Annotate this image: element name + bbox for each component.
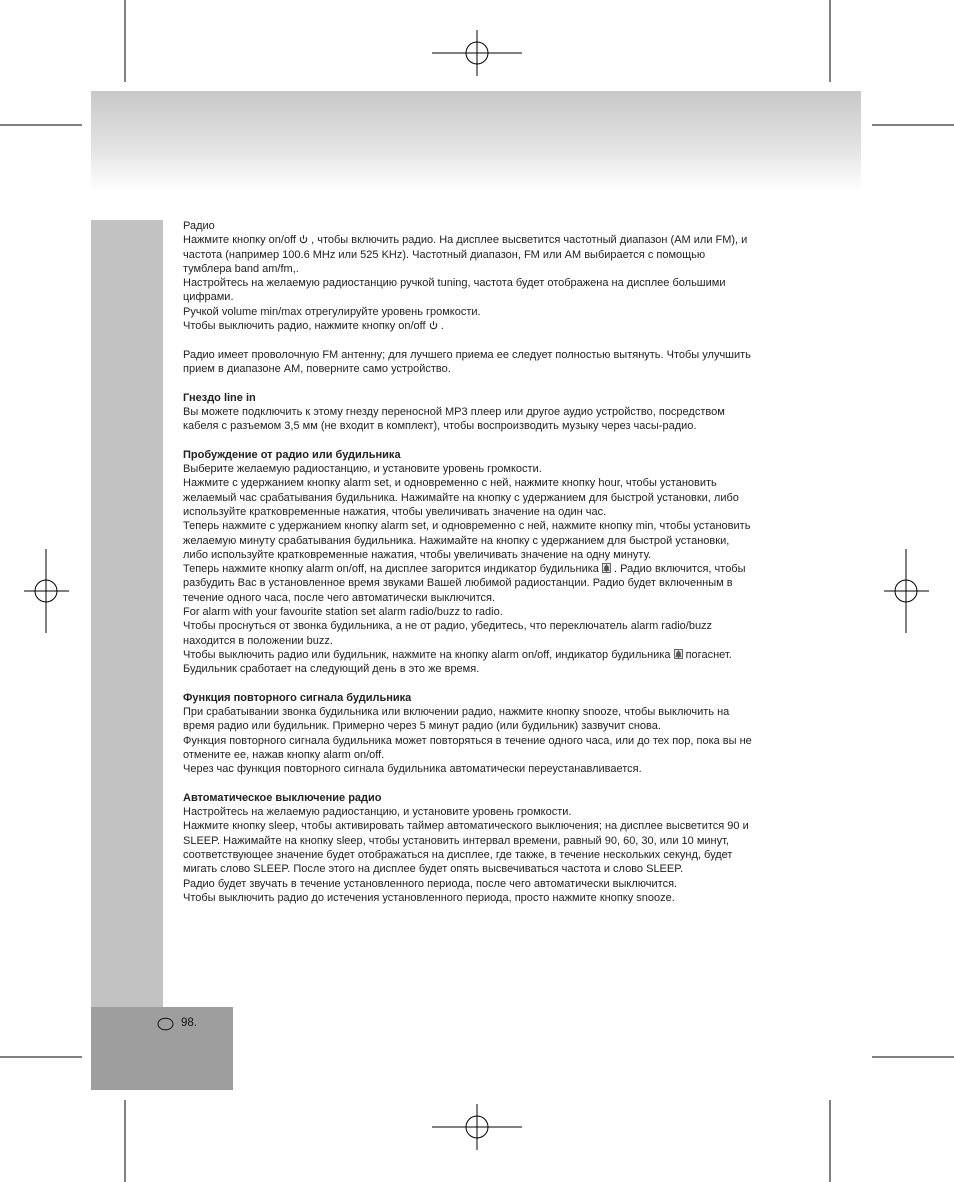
registration-mark-bottom: [432, 1104, 522, 1150]
power-icon: [299, 234, 308, 244]
text-line: разбудить Вас в установленное время звуками Вашей любимой радиостанции. Радио будет включенным в: [183, 577, 733, 590]
text-line: Настройтесь на желаемую радиостанцию, и установите уровень громкости.: [183, 806, 572, 819]
text-line: цифрами.: [183, 291, 234, 304]
text-line: Функция повторного сигнала будильника может повторяться в течение одного часа, или до тех пор, пока вы не: [183, 734, 752, 747]
text-line: течение одного часа, после чего автоматически выключится.: [183, 591, 496, 604]
text-line: Теперь нажмите с удержанием кнопку alarm set, и одновременно с ней, нажмите кнопку min, чтобы установить: [183, 520, 751, 533]
text-line: тумблера band am/fm,.: [183, 262, 299, 275]
text-line: Ручкой volume min/max отрегулируйте уровень громкости.: [183, 305, 481, 318]
text-line: прием в диапазоне AM, поверните само устройство.: [183, 362, 451, 375]
text-segment: Теперь нажмите кнопку alarm on/off, на дисплее загорится индикатор будильника: [183, 563, 602, 576]
sidebar-strip: [91, 220, 163, 1007]
registration-mark-left: [24, 549, 69, 633]
manual-text-column: [183, 219, 823, 905]
header-band: [91, 91, 861, 192]
text-line: Будильник сработает на следующий день в это же время.: [183, 663, 480, 676]
text-line: кабеля с разъемом 3,5 мм (не входит в комплект), чтобы воспроизводить музыку через часы-радио.: [183, 420, 697, 433]
registration-mark-right: [884, 549, 929, 633]
text-line: Нажмите кнопку sleep, чтобы активировать таймер автоматического выключения; на дисплее высветится 90 и: [183, 820, 749, 833]
section-snooze: [183, 691, 823, 777]
text-line: время радио или будильник. Примерно через 5 минут радио (или будильник) зазвучит снова.: [183, 720, 661, 733]
text-line: [183, 233, 823, 247]
text-line: желаемую минуту срабатывания будильника. Нажимайте на кнопку с удержанием для быстрой установки,: [183, 534, 730, 547]
section-radio: [183, 219, 823, 376]
paragraph: [183, 233, 823, 333]
alarm-indicator-icon: [674, 649, 683, 659]
text-line: Настройтесь на желаемую радиостанцию ручкой tuning, частота будет отображена на дисплее большими: [183, 277, 726, 290]
paragraph: [183, 405, 823, 434]
section-heading: Автоматическое выключение радио: [183, 791, 382, 804]
section-heading: Функция повторного сигнала будильника: [183, 691, 412, 704]
text-line: [183, 562, 823, 576]
text-segment: , чтобы включить радио. На дисплее высветится частотный диапазон (AM или FM), и: [308, 234, 748, 247]
text-segment: погаснет.: [682, 648, 732, 661]
page-marker-icon: [157, 1017, 174, 1031]
section-line-in: [183, 391, 823, 434]
paragraph: [183, 348, 823, 377]
text-line: Радио имеет проволочную FM антенну; для лучшего приема ее следует полностью вытянуть. Чтобы улучшить: [183, 348, 751, 361]
text-line: SLEEP. Нажимайте на кнопку sleep, чтобы установить интервал времени, равный 90, 60, 30, или 10 минут,: [183, 834, 729, 847]
text-line: Чтобы проснуться от звонка будильника, а не от радио, убедитесь, что переключатель alarm radio/buzz: [183, 620, 713, 633]
registration-mark-top: [432, 30, 522, 76]
text-line: [183, 648, 823, 662]
text-segment: . Радио включится, чтобы: [610, 563, 746, 576]
text-segment: .: [437, 320, 444, 333]
text-line: Через час функция повторного сигнала будильника автоматически переустанавливается.: [183, 763, 642, 776]
text-line: желаемый час срабатывания будильника. Нажимайте на кнопку с удержанием для быстрой установки, либо: [183, 491, 739, 504]
text-line: For alarm with your favourite station set alarm radio/buzz to radio.: [183, 606, 503, 619]
power-icon: [429, 320, 438, 330]
alarm-indicator-icon: [602, 563, 611, 573]
text-line: При срабатывании звонка будильника или включении радио, нажмите кнопку snooze, чтобы выключить на: [183, 706, 730, 719]
section-alarm-wakeup: [183, 448, 823, 677]
text-line: частота (например 100.6 MHz или 525 KHz). Частотный диапазон, FM или AM выбирается с помощью: [183, 248, 706, 261]
section-heading: Пробуждение от радио или будильника: [183, 448, 401, 461]
section-heading: Гнездо line in: [183, 391, 256, 404]
text-line: Выберите желаемую радиостанцию, и установите уровень громкости.: [183, 463, 542, 476]
text-line: Чтобы выключить радио до истечения установленного периода, просто нажмите кнопку snooze.: [183, 891, 675, 904]
text-line: отмените ее, нажав кнопку alarm on/off.: [183, 748, 385, 761]
section-heading: Радио: [183, 220, 215, 232]
paragraph: [183, 705, 823, 776]
text-segment: Чтобы выключить радио, нажмите кнопку on/off: [183, 320, 429, 333]
text-line: Нажмите с удержанием кнопку alarm set, и одновременно с ней, нажмите кнопку hour, чтобы установить: [183, 477, 717, 490]
text-line: используйте кратковременные нажатия, чтобы увеличивать значение на один час.: [183, 505, 607, 518]
text-line: находится в положении buzz.: [183, 634, 333, 647]
text-line: соответствующее значение будет отображаться на дисплее, где также, в течение нескольких секунд, будет: [183, 849, 733, 862]
paragraph: [183, 805, 823, 905]
section-sleep-timer: [183, 791, 823, 905]
text-segment: Нажмите кнопку on/off: [183, 234, 300, 247]
paragraph: [183, 462, 823, 676]
page-number: 98.: [181, 1017, 197, 1029]
text-line: [183, 319, 823, 333]
text-line: Радио будет звучать в течение установленного периода, после чего автоматически выключится.: [183, 877, 678, 890]
text-line: либо используйте кратковременные нажатия, чтобы увеличивать значение на одну минуту.: [183, 548, 652, 561]
text-segment: Чтобы выключить радио или будильник, нажмите на кнопку alarm on/off, индикатор будильника: [183, 648, 674, 661]
text-line: Вы можете подключить к этому гнезду переносной MP3 плеер или другое аудио устройство, посредством: [183, 405, 725, 418]
text-line: мигать слово SLEEP. После этого на дисплее будет опять высвечиваться частота и слово SLEEP.: [183, 863, 684, 876]
